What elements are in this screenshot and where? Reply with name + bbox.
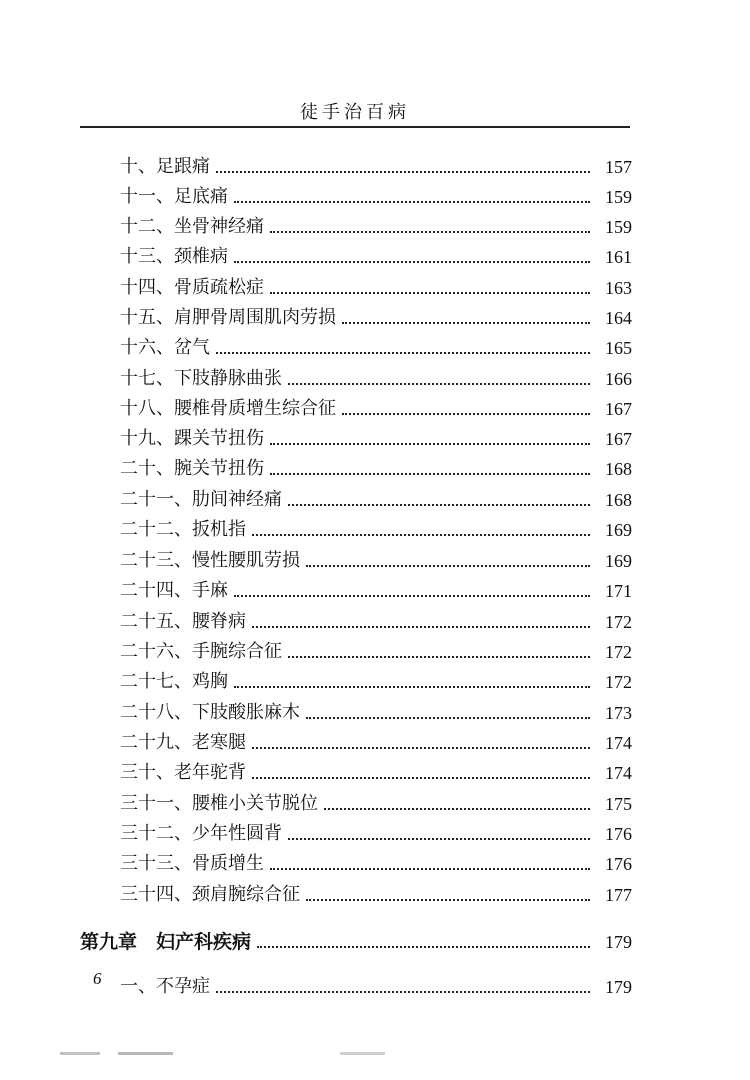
toc-entry [0,815,750,845]
scan-artifact [60,1052,100,1055]
toc-entry-page: 159 [605,187,632,207]
toc-entry-title: 十六、岔气 [120,337,210,358]
leader-dots [234,201,590,203]
toc-entry-page: 167 [605,399,632,419]
toc-entry-title: 三十一、腰椎小关节脱位 [120,793,318,814]
toc-entry-page: 168 [605,490,632,510]
toc-entry-title: 三十三、骨质增生 [120,853,264,874]
chapter-title: 第九章 妇产科疾病 [80,931,252,953]
leader-dots [234,686,590,688]
leader-dots [216,352,590,354]
leader-dots [306,717,590,719]
toc-entry [0,208,750,238]
leader-dots [216,171,590,173]
toc-entry-title: 三十二、少年性圆背 [120,823,282,844]
toc-entry [0,511,750,541]
leader-dots [270,231,590,233]
toc-entry-title: 十二、坐骨神经痛 [120,216,264,237]
toc-entry [0,148,750,178]
toc-entry-title: 十九、踝关节扭伤 [120,428,264,449]
toc-entry-page: 166 [605,369,632,389]
toc-entry [0,785,750,815]
toc-entry-page: 172 [605,672,632,692]
toc-entry [0,603,750,633]
toc-entry-title: 十五、肩胛骨周围肌肉劳损 [120,307,336,328]
leader-dots [306,899,590,901]
toc-entry-title: 二十七、鸡胸 [120,671,228,692]
toc-entry-page: 163 [605,278,632,298]
toc-entry [0,420,750,450]
leader-dots [257,946,590,948]
toc-entry-title: 三十四、颈肩腕综合征 [120,884,300,905]
page-number: 6 [93,969,102,988]
toc-entry-title: 二十九、老寒腿 [120,732,246,753]
toc-entry-page: 172 [605,612,632,632]
header-rule [80,126,630,128]
toc-entry-page: 174 [605,733,632,753]
toc-entry [0,876,750,906]
toc-entry [0,663,750,693]
toc-entry-page: 167 [605,429,632,449]
toc-entry-title: 二十六、手腕综合征 [120,641,282,662]
leader-dots [216,991,590,993]
toc-entry-page: 175 [605,794,632,814]
leader-dots [252,534,590,536]
scan-artifact [340,1052,385,1055]
scan-artifact [118,1052,173,1055]
toc-entry-page: 169 [605,551,632,571]
toc-entry-page: 168 [605,459,632,479]
toc-entry-title: 二十八、下肢酸胀麻木 [120,702,300,723]
toc-entry-page: 177 [605,885,632,905]
toc-entry [0,633,750,663]
leader-dots [288,383,590,385]
toc-entry-page: 169 [605,520,632,540]
toc-entry [0,754,750,784]
leader-dots [252,777,590,779]
leader-dots [270,292,590,294]
toc-entry [0,724,750,754]
toc-entry-page: 157 [605,157,632,177]
toc-entry-title: 十三、颈椎病 [120,246,228,267]
toc-entry-title: 二十五、腰脊病 [120,611,246,632]
leader-dots [270,443,590,445]
toc-entry-page: 171 [605,581,632,601]
toc-entry [0,542,750,572]
toc-entry [0,845,750,875]
toc-entry [0,450,750,480]
toc-entry-title: 十四、骨质疏松症 [120,277,264,298]
toc-entry-title: 二十三、慢性腰肌劳损 [120,550,300,571]
toc-entry [0,238,750,268]
leader-dots [288,504,590,506]
toc-entry-page: 161 [605,247,632,267]
toc-entry-title: 三十、老年驼背 [120,762,246,783]
leader-dots [288,656,590,658]
toc-entry-title: 一、不孕症 [120,976,210,997]
toc-entry [0,329,750,359]
toc-entry-title: 十八、腰椎骨质增生综合征 [120,398,336,419]
leader-dots [270,868,590,870]
leader-dots [252,747,590,749]
toc-chapter-heading [0,923,750,953]
toc-entry-title: 十七、下肢静脉曲张 [120,368,282,389]
toc-entry-title: 二十一、肋间神经痛 [120,489,282,510]
toc-entry-title: 二十四、手麻 [120,580,228,601]
leader-dots [234,595,590,597]
chapter-page: 179 [605,932,632,952]
leader-dots [306,565,590,567]
toc-entry [0,390,750,420]
leader-dots [288,838,590,840]
toc-entry [0,572,750,602]
toc-entry-page: 174 [605,763,632,783]
toc-entry [0,299,750,329]
toc-entry [0,269,750,299]
toc-entry-page: 172 [605,642,632,662]
leader-dots [234,261,590,263]
leader-dots [270,473,590,475]
leader-dots [342,322,590,324]
toc-entry-page: 165 [605,338,632,358]
toc-entry-page: 164 [605,308,632,328]
toc-entry [0,178,750,208]
leader-dots [252,626,590,628]
running-header: 徒手治百病 [300,102,410,123]
toc-entry [0,694,750,724]
toc-entry-title: 十一、足底痛 [120,186,228,207]
toc-entry-page: 173 [605,703,632,723]
toc-entry-title: 二十、腕关节扭伤 [120,458,264,479]
leader-dots [342,413,590,415]
toc-entry-page: 176 [605,854,632,874]
toc-entry-page: 159 [605,217,632,237]
leader-dots [324,808,590,810]
toc-entry [0,481,750,511]
toc-entry-page: 179 [605,977,632,997]
toc-entry-title: 十、足跟痛 [120,156,210,177]
toc-entry-title: 二十二、扳机指 [120,519,246,540]
toc-entry [0,968,750,998]
toc-entry-page: 176 [605,824,632,844]
toc-entry [0,360,750,390]
